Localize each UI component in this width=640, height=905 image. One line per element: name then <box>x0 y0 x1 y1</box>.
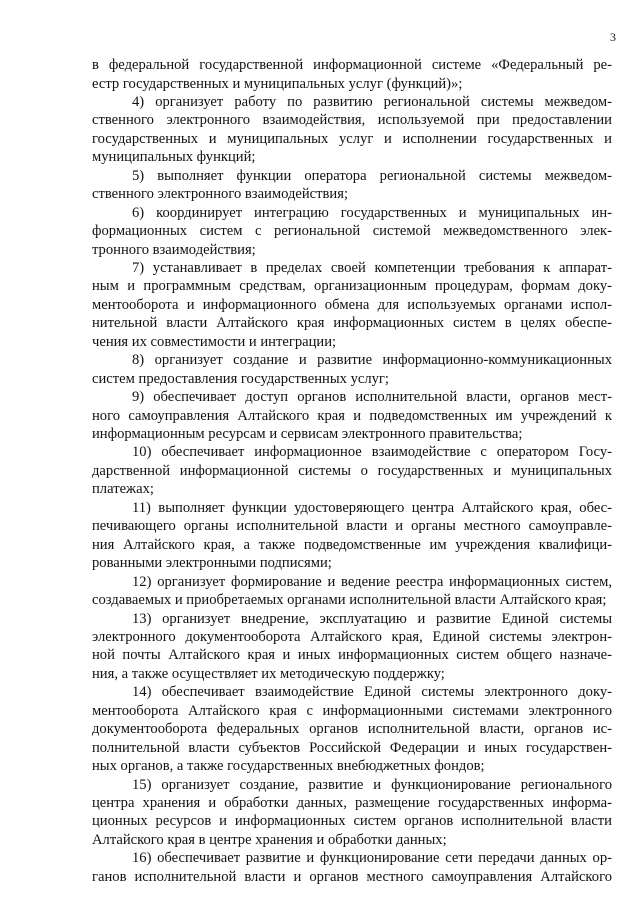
text-line: 16) обеспечивает развитие и функционирование сети передачи данных ор- <box>132 850 612 867</box>
text-line: тронного взаимодействия; <box>92 241 256 258</box>
text-line: ной почты Алтайского края и иных информационных систем общего назначе- <box>92 647 612 664</box>
text-line: электронного документооборота Алтайского края, Единой системы электрон- <box>92 628 612 645</box>
text-line: 7) устанавливает в пределах своей компетенции требования к аппарат- <box>132 259 612 276</box>
text-line: печивающего органы исполнительной власти и органы местного самоуправле- <box>92 518 612 535</box>
text-line: ганов исполнительной власти и органов местного самоуправления Алтайского <box>92 868 612 885</box>
text-line: ственного электронного взаимодействия; <box>92 186 349 203</box>
text-line: ционных ресурсов и информационных систем органов исполнительной власти <box>92 813 612 830</box>
text-line: систем предоставления государственных услуг; <box>92 370 389 387</box>
text-line: 14) обеспечивает взаимодействие Единой системы электронного доку- <box>132 684 612 701</box>
text-line: 13) организует внедрение, эксплуатацию и развитие Единой системы <box>132 610 612 627</box>
text-line: государственных и муниципальных услуг и исполнении государственных и <box>92 130 612 147</box>
text-line: 6) координирует интеграцию государственных и муниципальных ин- <box>132 204 612 221</box>
text-line: 4) организует работу по развитию региональной системы межведом- <box>132 93 612 110</box>
text-line: ния, а также осуществляет их методическую поддержку; <box>92 665 445 682</box>
text-line: естр государственных и муниципальных услуг (функций)»; <box>92 75 463 92</box>
text-line: в федеральной государственной информационной системе «Федеральный ре- <box>92 57 612 73</box>
text-line: Алтайского края в центре хранения и обработки данных; <box>92 831 447 848</box>
text-line: 10) обеспечивает информационное взаимодействие с оператором Госу- <box>132 444 612 461</box>
text-line: нительной власти Алтайского края информационных систем в целях обеспе- <box>92 315 612 332</box>
text-line: 8) организует создание и развитие информационно-коммуникационных <box>132 352 612 369</box>
text-line: ния Алтайского края, а также подведомственные им учреждения квалифици- <box>92 536 612 553</box>
text-line: 11) выполняет функции удостоверяющего центра Алтайского края, обес- <box>132 499 612 516</box>
text-line: ментооборота и информационного обмена для используемых органами испол- <box>92 296 612 313</box>
page-number: 3 <box>610 30 616 44</box>
text-line: 5) выполняет функции оператора региональной системы межведом- <box>132 167 612 184</box>
text-line: формационных систем с региональной системой межведомственного элек- <box>92 223 612 239</box>
text-line: документооборота федеральных органов исполнительной власти, органов ис- <box>92 721 612 738</box>
text-line: 9) обеспечивает доступ органов исполнительной власти, органов мест- <box>132 389 612 406</box>
text-line: центра хранения и обработки данных, размещение государственных информа- <box>92 795 612 811</box>
text-line: ного самоуправления Алтайского края и подведомственных им учреждений к <box>92 407 612 424</box>
text-line: рованными электронными подписями; <box>92 555 332 572</box>
text-line: ственного электронного взаимодействия, используемой при предоставлении <box>92 112 612 129</box>
text-line: ментооборота Алтайского края с информационными системами электронного <box>92 702 612 719</box>
text-line: полнительной власти субъектов Российской Федерации и иных государствен- <box>92 739 612 756</box>
text-line: 15) организует создание, развитие и функционирование регионального <box>132 776 612 793</box>
text-line: создаваемых и приобретаемых органами исполнительной власти Алтайского края; <box>92 592 607 608</box>
text-line: чения их совместимости и интеграции; <box>92 333 337 350</box>
text-line: платежах; <box>92 481 154 498</box>
text-line: ным и программным средствам, организационным процедурам, формам доку- <box>92 278 612 295</box>
text-line: ных органов, а также государственных внебюджетных фондов; <box>92 758 485 775</box>
text-line: муниципальных функций; <box>92 149 256 166</box>
text-line: 12) организует формирование и ведение реестра информационных систем, <box>132 573 612 590</box>
text-line: информационным ресурсам и сервисам электронного правительства; <box>92 426 523 442</box>
text-line: дарственной информационной системы о государственных и муниципальных <box>92 462 612 479</box>
